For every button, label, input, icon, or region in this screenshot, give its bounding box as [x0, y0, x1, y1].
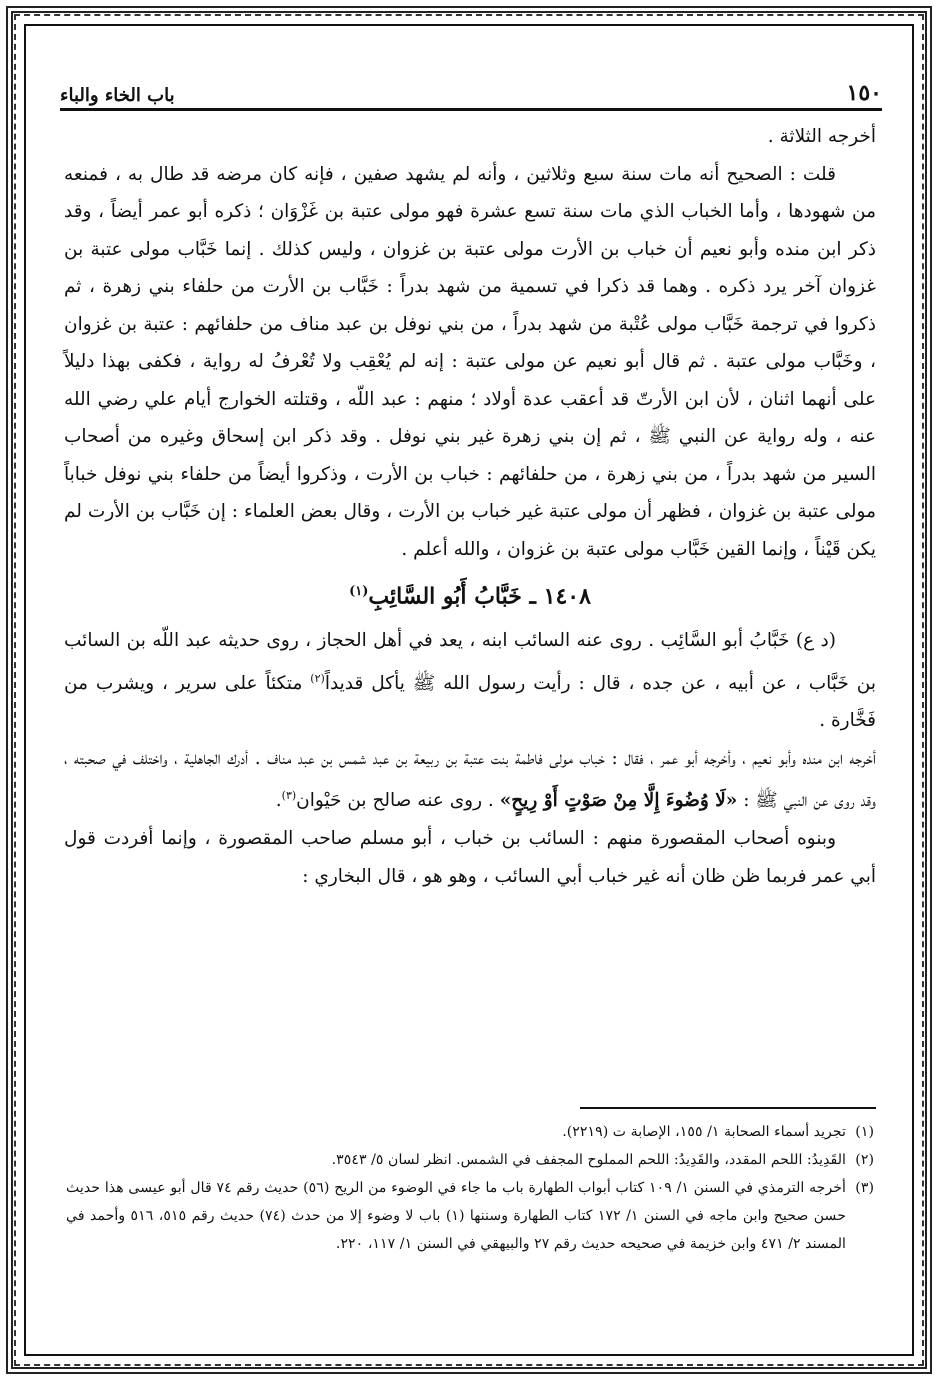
footnotes: [66, 1118, 874, 1258]
header-rule: [60, 108, 882, 111]
paragraph-4-mid: . روى عنه صالح بن حَيْوان: [296, 790, 500, 812]
footnote-ref-3: (٣): [281, 789, 297, 803]
footnote-number: (١): [855, 1124, 874, 1140]
footnote-number: (٣): [855, 1180, 874, 1196]
paragraph-3: [64, 622, 876, 740]
paragraph-3-text: (د ع) خَبَّابُ أبو السَّائِب . روى عنه السائب ابنه ، يعد في أهل الحجاز ، روى حديثه عبد اللّه بن السائب بن خَبَّاب ، عن أبيه ، عن جده ، قال : رأيت رسول الله ﷺ يأكل قديداً: [64, 630, 876, 694]
footnote-text: أخرجه الترمذي في السنن ١/ ١٠٩ كتاب أبواب الطهارة باب ما جاء في الوضوء من الريح (٥٦) حديث رقم ٧٤ قال أبو عيسى هذا حديث حسن صحيح وابن ماجه في السنن ١/ ١٧٢ كتاب الطهارة وسننها (١) باب لا وضوء إلا من حدث (٧٤) حديث رقم ٥١٥، ٥١٦ وأحمد في المسند ٢/ ٤٧١ وابن خزيمة في صحيحه حديث رقم ٢٧ والبيهقي في السنن ١/ ١١٧، ٢٢٠.: [66, 1180, 846, 1252]
paragraph-2: قلت : الصحيح أنه مات سنة سبع وثلاثين ، وأنه لم يشهد صفين ، فإنه كان مرضه قد طال به ، فمنعه من شهودها ، وأما الخباب الذي مات سنة تسع عشرة فهو مولى عتبة بن غَزْوَان ؛ ذكره أبو عمر أيضاً ، وقد ذكر ابن منده وأبو نعيم أن خباب بن الأرت مولى عتبة بن غزوان ، وليس كذلك . إنما خَبَّاب مولى عتبة بن غزوان آخر يرد ذكره . وهما قد ذكرا في تسمية من شهد بدراً : خَبَّاب بن الأرت من حلفاء بني زهرة ، ثم ذكروا في ترجمة خَبَّاب مولى عُتْبة من شهد بدراً ، من بني نوفل بن عبد مناف من حلفائهم : عتبة بن غزوان ، وخَبَّاب مولى عتبة . ثم قال أبو نعيم عن مولى عتبة : إنه لم يُعْقِب ولا تُعْرفُ له رواية ، فكفى بهذا دليلاً على أنهما اثنان ، لأن ابن الأرتّ قد أعقب عدة أولاد ؛ منهم : عبد اللّه ، وقتلته الخوارج أيام علي رضي الله عنه ، وله رواية عن النبي ﷺ ، ثم إن بني زهرة غير بني نوفل . وقد ذكر ابن إسحاق وغيره من أصحاب السير من شهد بدراً ، من بني زهرة ، من حلفائهم : خباب بن الأرت ، وذكروا أيضاً من حلفاء بني نوفل خباباً مولى عتبة بن غزوان ، فظهر أن مولى عتبة غير خباب بن الأرت ، وقال بعض العلماء : إن خَبَّاب بن الأرت لم يكن قَيْناً ، وإنما القين خَبَّاب مولى عتبة بن غزوان ، والله أعلم .: [64, 163, 876, 560]
hadith-quote: «لَا وُضُوءَ إِلَّا مِنْ صَوْتٍ أَوْ رِيحٍ»: [499, 790, 738, 812]
footnote-separator: [580, 1107, 876, 1109]
page-number: ١٥٠: [846, 80, 882, 106]
footnote-1: [66, 1118, 874, 1146]
footnote-text: القَدِيدُ: اللحم المقدد، والقَدِيدُ: اللحم المملوح المجفف في الشمس. انظر لسان ٥/ ٣٥٤٣.: [331, 1152, 846, 1168]
running-header: [60, 70, 882, 106]
footnote-ref-2: (٢): [310, 671, 325, 685]
entry-heading-footnote-ref: (١): [349, 584, 369, 599]
paragraph-5: وبنوه أصحاب المقصورة منهم : السائب بن خباب ، أبو مسلم صاحب المقصورة ، وإنما أفردت قول أبي عمر فربما ظن ظان أنه غير خباب أبي السائب ، وهو هو ، قال البخاري :: [64, 828, 876, 887]
paragraph-4: [64, 740, 876, 820]
paragraph-3-end: متكئاً على سرير ، ويشرب من فَخَّارة .: [64, 672, 876, 732]
footnote-number: (٢): [855, 1152, 874, 1168]
entry-heading: [64, 570, 876, 618]
paragraph-4-text: أخرجه ابن منده وأبو نعيم ، وأخرجه أبو عمر ، فقال : خباب مولى فاطمة بنت عتبة بن ربيعة بن عبد شمس بن عبد مناف . أدرك الجاهلية ، واختلف في صحبته ، وقد روى عن النبي ﷺ :: [64, 747, 876, 812]
chapter-title: باب الخاء والباء: [60, 85, 175, 106]
entry-heading-text: ١٤٠٨ ـ خَبَّابُ أَبُو السَّائِبِ: [368, 583, 591, 610]
paragraph-1: أخرجه الثلاثة .: [767, 126, 876, 147]
paragraph-4-end: .: [275, 790, 282, 812]
footnote-2: [66, 1146, 874, 1174]
main-text: [64, 118, 876, 895]
footnote-text: تجريد أسماء الصحابة ١/ ١٥٥، الإصابة ت (٢٢١٩).: [562, 1124, 846, 1140]
footnote-3: [66, 1174, 874, 1258]
